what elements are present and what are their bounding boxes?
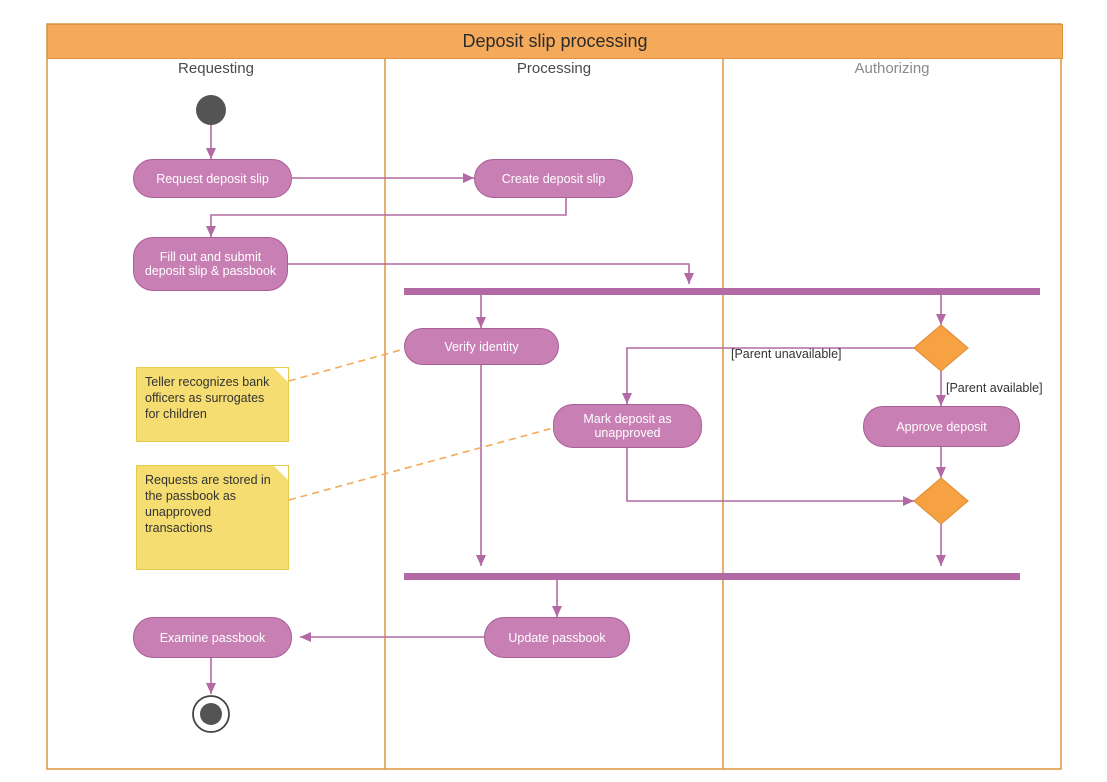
activity-verify-identity[interactable]: Verify identity [404, 328, 559, 365]
activity-approve-deposit[interactable]: Approve deposit [863, 406, 1020, 447]
activity-mark-deposit-as-unapproved[interactable]: Mark deposit as unapproved [553, 404, 702, 448]
diagram-title: Deposit slip processing [47, 24, 1063, 59]
activity-request-deposit-slip[interactable]: Request deposit slip [133, 159, 292, 198]
lane-title-authorizing: Authorizing [854, 60, 930, 77]
activity-create-deposit-slip[interactable]: Create deposit slip [474, 159, 633, 198]
guard-parent-available: [Parent available] [946, 381, 1043, 395]
activity-examine-passbook[interactable]: Examine passbook [133, 617, 292, 658]
guard-parent-unavailable: [Parent unavailable] [731, 347, 842, 361]
note-requests-stored-unapproved[interactable]: Requests are stored in the passbook as unapproved transactions [136, 465, 289, 570]
lane-title-processing: Processing [516, 60, 592, 77]
lane-title-requesting: Requesting [178, 60, 254, 77]
activity-fill-out-and-submit[interactable]: Fill out and submit deposit slip & passbook [133, 237, 288, 291]
activity-update-passbook[interactable]: Update passbook [484, 617, 630, 658]
note-teller-recognizes-surrogates[interactable]: Teller recognizes bank officers as surrogates for children [136, 367, 289, 442]
